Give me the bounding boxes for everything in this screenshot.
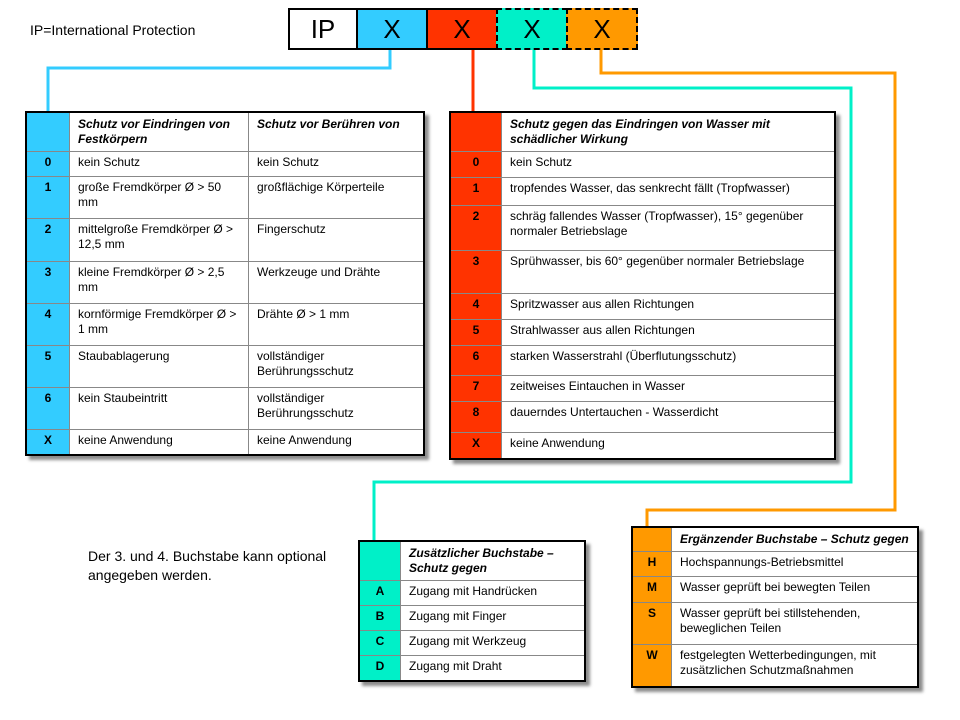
table4-key: H — [632, 552, 672, 577]
table-row — [450, 178, 835, 206]
table-row — [26, 430, 424, 455]
table-row — [359, 581, 585, 606]
table2-key: 5 — [450, 320, 502, 346]
table2-cell: dauerndes Untertauchen - Wasserdicht — [502, 402, 836, 433]
code-letter-2: X — [566, 8, 638, 50]
code-letter-1: X — [496, 8, 568, 50]
table2-key: 2 — [450, 206, 502, 251]
table2-key: 7 — [450, 376, 502, 402]
table4-cell: festgelegten Wetterbedingungen, mit zusätzlichen Schutzmaßnahmen — [672, 645, 919, 687]
table1-header-1: Schutz vor Eindringen von Festkörpern — [70, 112, 249, 152]
table1-cell-b: vollständiger Berührungsschutz — [249, 388, 425, 430]
table-supplementary-letter — [631, 526, 919, 688]
table1-cell-b: großflächige Körperteile — [249, 177, 425, 219]
table-row — [26, 388, 424, 430]
table2-key: X — [450, 433, 502, 459]
table-row — [632, 552, 918, 577]
table1-key: X — [26, 430, 70, 455]
table1-cell-b: keine Anwendung — [249, 430, 425, 455]
table2-swatch — [450, 112, 502, 152]
table2-cell: starken Wasserstrahl (Überflutungsschutz) — [502, 346, 836, 376]
table2-header: Schutz gegen das Eindringen von Wasser mit schädlicher Wirkung — [502, 112, 836, 152]
table2-key: 4 — [450, 294, 502, 320]
code-digit-1: X — [356, 8, 428, 50]
table-additional-letter — [358, 540, 586, 682]
table1-cell-b: vollständiger Berührungsschutz — [249, 346, 425, 388]
table4-header: Ergänzender Buchstabe – Schutz gegen — [672, 527, 919, 552]
table2-cell: Strahlwasser aus allen Richtungen — [502, 320, 836, 346]
table3-cell: Zugang mit Draht — [401, 656, 586, 681]
table1-cell-b: Werkzeuge und Drähte — [249, 262, 425, 304]
table2-cell: schräg fallendes Wasser (Tropfwasser), 15° gegenüber normaler Betriebslage — [502, 206, 836, 251]
table-row — [450, 294, 835, 320]
table2-key: 3 — [450, 251, 502, 294]
table2-cell: kein Schutz — [502, 152, 836, 178]
table1-cell-b: Drähte Ø > 1 mm — [249, 304, 425, 346]
table-row — [26, 262, 424, 304]
table-row — [450, 402, 835, 433]
table2-cell: tropfendes Wasser, das senkrecht fällt (Tropfwasser) — [502, 178, 836, 206]
table1-cell-a: große Fremdkörper Ø > 50 mm — [70, 177, 249, 219]
table-row — [632, 577, 918, 603]
table4-key: M — [632, 577, 672, 603]
optional-note: Der 3. und 4. Buchstabe kann optional angegeben werden. — [88, 548, 327, 583]
table1-cell-a: kornförmige Fremdkörper Ø > 1 mm — [70, 304, 249, 346]
table-row — [450, 251, 835, 294]
table4-key: W — [632, 645, 672, 687]
table-row — [26, 152, 424, 177]
table2-key: 6 — [450, 346, 502, 376]
table3-cell: Zugang mit Finger — [401, 606, 586, 631]
table-row — [450, 346, 835, 376]
table1-cell-a: kein Staubeintritt — [70, 388, 249, 430]
table-row — [632, 645, 918, 687]
table3-cell: Zugang mit Handrücken — [401, 581, 586, 606]
table3-key: D — [359, 656, 401, 681]
table3-key: B — [359, 606, 401, 631]
table-row — [26, 346, 424, 388]
code-prefix-ip: IP — [288, 8, 358, 50]
table1-cell-a: Staubablagerung — [70, 346, 249, 388]
table1-key: 0 — [26, 152, 70, 177]
table1-key: 2 — [26, 219, 70, 262]
table1-swatch — [26, 112, 70, 152]
table-row — [450, 433, 835, 459]
table-row — [450, 320, 835, 346]
table-row — [632, 603, 918, 645]
table-row — [359, 656, 585, 681]
table1-cell-b: kein Schutz — [249, 152, 425, 177]
connector-blue — [48, 50, 390, 111]
table1-cell-b: Fingerschutz — [249, 219, 425, 262]
table2-cell: Sprühwasser, bis 60° gegenüber normaler Betriebslage — [502, 251, 836, 294]
table1-key: 1 — [26, 177, 70, 219]
table3-key: A — [359, 581, 401, 606]
table1-cell-a: kein Schutz — [70, 152, 249, 177]
table-water-protection — [449, 111, 836, 460]
table1-header-2: Schutz vor Berühren von — [249, 112, 425, 152]
table1-key: 4 — [26, 304, 70, 346]
page-title: IP=International Protection — [30, 22, 196, 38]
table1-cell-a: kleine Fremdkörper Ø > 2,5 mm — [70, 262, 249, 304]
table2-key: 1 — [450, 178, 502, 206]
table-row — [26, 219, 424, 262]
table-row — [450, 206, 835, 251]
table4-swatch — [632, 527, 672, 552]
table-row — [450, 376, 835, 402]
table-row — [26, 177, 424, 219]
table2-cell: Spritzwasser aus allen Richtungen — [502, 294, 836, 320]
table2-key: 8 — [450, 402, 502, 433]
table-row — [359, 606, 585, 631]
table3-swatch — [359, 541, 401, 581]
table1-key: 5 — [26, 346, 70, 388]
table4-key: S — [632, 603, 672, 645]
table4-cell: Wasser geprüft bei stillstehenden, beweglichen Teilen — [672, 603, 919, 645]
code-digit-2: X — [426, 8, 498, 50]
table3-key: C — [359, 631, 401, 656]
table1-cell-a: mittelgroße Fremdkörper Ø > 12,5 mm — [70, 219, 249, 262]
table1-key: 6 — [26, 388, 70, 430]
table-row — [26, 304, 424, 346]
table2-cell: keine Anwendung — [502, 433, 836, 459]
table4-cell: Hochspannungs-Betriebsmittel — [672, 552, 919, 577]
table3-cell: Zugang mit Werkzeug — [401, 631, 586, 656]
table-solid-protection — [25, 111, 425, 456]
table1-key: 3 — [26, 262, 70, 304]
table2-key: 0 — [450, 152, 502, 178]
table-row — [359, 631, 585, 656]
table1-cell-a: keine Anwendung — [70, 430, 249, 455]
table4-cell: Wasser geprüft bei bewegten Teilen — [672, 577, 919, 603]
table2-cell: zeitweises Eintauchen in Wasser — [502, 376, 836, 402]
table-row — [450, 152, 835, 178]
table3-header: Zusätzlicher Buchstabe – Schutz gegen — [401, 541, 586, 581]
